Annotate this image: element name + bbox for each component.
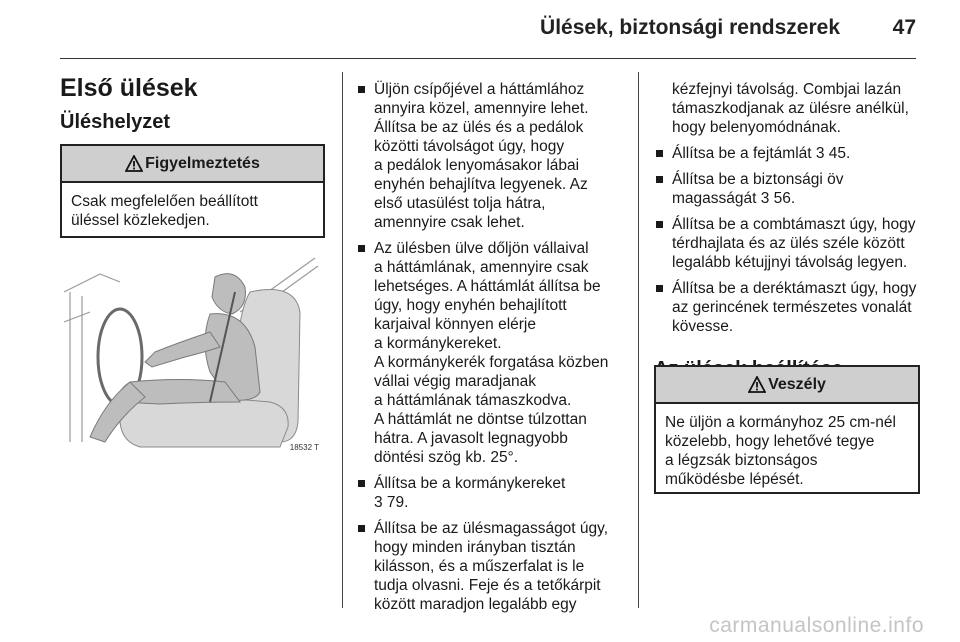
page-reference[interactable]: 3 79. (374, 494, 409, 511)
page-number: 47 (892, 16, 916, 39)
header-title: Ülések, biztonsági rendszerek (540, 16, 840, 39)
danger-box-header (656, 367, 918, 404)
section-title: Első ülések (60, 74, 198, 102)
column-2 (356, 80, 626, 621)
text-line: annyira közel, amennyire lehet. (374, 100, 589, 117)
text-line: kilásson, és a műszerfalat is le (374, 558, 585, 575)
text-line: Állítsa be a deréktámaszt úgy, hogy (672, 280, 917, 297)
column-3 (654, 80, 922, 379)
text-line: Üljön csípőjével a háttámlához (374, 81, 585, 98)
text-line: kövesse. (672, 318, 734, 335)
driver-seat-drawing (60, 252, 323, 454)
warning-box-text (62, 183, 323, 238)
text-line: hogy minden irányban tisztán (374, 539, 576, 556)
danger-box-text (656, 404, 918, 497)
text-line: a kormánykereket. (374, 335, 502, 352)
text-line: Állítsa be a kormánykereket (374, 475, 566, 492)
text-line: az gerincének természetes vonalát (672, 299, 912, 316)
bullet-square (358, 525, 365, 532)
bullet-square (358, 86, 365, 93)
danger-line: Ne üljön a kormányhoz 25 cm-nél (665, 414, 896, 431)
text-line: tudja olvasni. Feje és a tetőkárpit (374, 577, 601, 594)
list-item (356, 239, 626, 467)
text-line: karjaival könnyen elérje (374, 316, 536, 333)
text-line: legalább kétujjnyi távolság legyen. (672, 254, 908, 271)
text-line: hátra. A javasolt legnagyobb (374, 430, 568, 447)
text-line: Állítsa be az ülés és a pedálok (374, 119, 584, 136)
seat-position-illustration (60, 252, 323, 454)
warning-box (60, 144, 325, 238)
text-line: döntési szög kb. 25°. (374, 449, 519, 466)
text-line: a háttámlának támaszkodva. (374, 392, 572, 409)
list-item (356, 474, 626, 512)
watermark: carmanualsonline.info (709, 614, 924, 637)
danger-box-title: Veszély (768, 375, 826, 393)
text-line: vállai végig maradjanak (374, 373, 536, 390)
text-line: amennyire csak lehet. (374, 214, 525, 231)
warning-box-header (62, 146, 323, 183)
list-item (654, 144, 922, 163)
danger-line: a légzsák biztonságos (665, 452, 818, 469)
text-line: A háttámlát ne döntse túlzottan (374, 411, 587, 428)
warning-line: üléssel közlekedjen. (71, 212, 210, 229)
page-reference[interactable]: Állítsa be a fejtámlát 3 45. (672, 145, 851, 162)
list-item (654, 215, 922, 272)
text-line: lehetséges. A háttámlát állítsa be (374, 278, 601, 295)
list-item (654, 279, 922, 336)
text-line: enyhén behajlítva legyenek. Az (374, 176, 588, 193)
text-line: kézfejnyi távolság. Combjai lazán (672, 81, 902, 98)
list-item (654, 170, 922, 208)
text-line: Állítsa be a combtámaszt úgy, hogy (672, 216, 916, 233)
text-line: Állítsa be a biztonsági öv (672, 171, 844, 188)
warning-line: Csak megfelelően beállított (71, 193, 258, 210)
header-divider (60, 58, 916, 59)
figure-code: 18532 T (289, 443, 319, 452)
list-item (356, 80, 626, 232)
text-line: között maradjon legalább egy (374, 596, 577, 613)
continued-text (654, 80, 922, 137)
text-line: Az ülésben ülve dőljön vállaival (374, 240, 589, 257)
text-line: közötti távolságot úgy, hogy (374, 138, 565, 155)
bullet-square (656, 285, 663, 292)
danger-line: közelebb, hogy lehetővé tegye (665, 433, 875, 450)
text-line: A kormánykerék forgatása közben (374, 354, 609, 371)
column-divider-2 (638, 72, 639, 608)
page-reference[interactable]: magasságát 3 56. (672, 190, 796, 207)
danger-line: működésbe lépését. (665, 471, 804, 488)
bullet-square (656, 176, 663, 183)
bullet-square (358, 245, 365, 252)
text-line: hogy belenyomódnának. (672, 119, 841, 136)
danger-box (654, 365, 920, 494)
text-line: Állítsa be az ülésmagasságot úgy, (374, 520, 609, 537)
bullet-square (656, 221, 663, 228)
warning-triangle-icon (748, 376, 766, 393)
text-line: első utasülést tolja hátra, (374, 195, 546, 212)
subsection-title: Üléshelyzet (60, 111, 171, 133)
warning-box-title: Figyelmeztetés (145, 154, 260, 172)
text-line: úgy, hogy enyhén behajlított (374, 297, 567, 314)
text-line: a háttámlának, amennyire csak (374, 259, 589, 276)
warning-triangle-icon (125, 155, 143, 172)
list-item (356, 519, 626, 614)
column-divider-1 (342, 72, 343, 608)
bullet-square (358, 480, 365, 487)
bullet-square (656, 150, 663, 157)
text-line: támaszkodjanak az ülésre anélkül, (672, 100, 909, 117)
text-line: a pedálok lenyomásakor lábai (374, 157, 580, 174)
text-line: térdhajlata és az ülés széle között (672, 235, 905, 252)
